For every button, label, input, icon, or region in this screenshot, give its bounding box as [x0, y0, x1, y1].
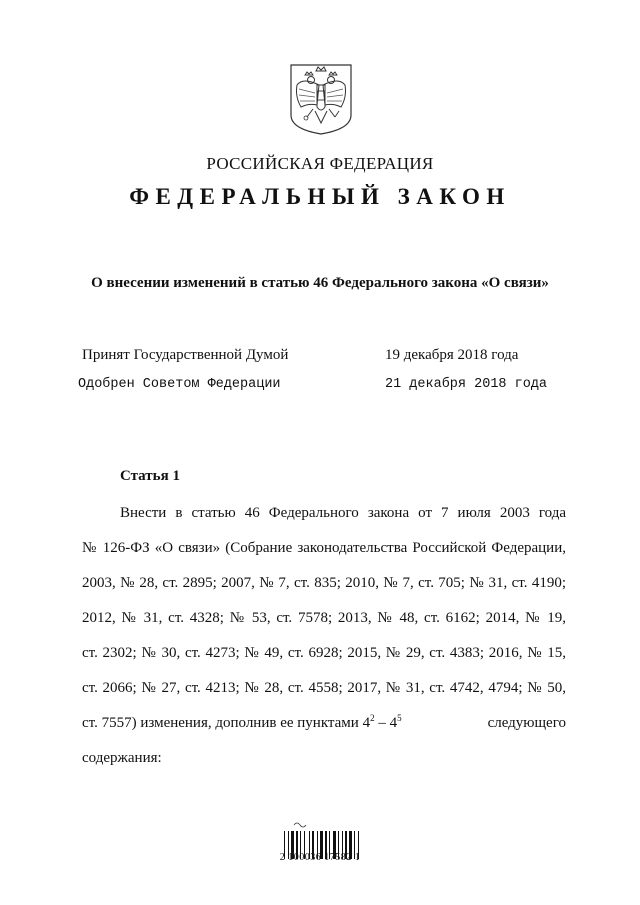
- barcode-number: 2 100036 17582 1: [279, 852, 361, 863]
- line7-part2: следующего: [487, 715, 566, 731]
- approved-by-council-label: Одобрен Советом Федерации: [78, 377, 281, 392]
- country-name: РОССИЙСКАЯ ФЕДЕРАЦИЯ: [206, 154, 434, 173]
- adopted-by-duma-date: 19 декабря 2018 года: [385, 347, 519, 363]
- paragraph-line: ст. 2066; № 27, ст. 4213; № 28, ст. 4558; 2017, № 31, ст. 4742, 4794; № 50,: [82, 680, 566, 696]
- adopted-by-duma-label: Принят Государственной Думой: [82, 347, 289, 363]
- coat-of-arms-emblem: [289, 63, 353, 136]
- approved-by-council-date: 21 декабря 2018 года: [385, 377, 548, 392]
- paragraph-line: 2012, № 31, ст. 4328; № 53, ст. 7578; 2013, № 48, ст. 6162; 2014, № 19,: [82, 610, 566, 626]
- article-heading: Статья 1: [120, 468, 180, 484]
- paragraph-line: ст. 2302; № 30, ст. 4273; № 49, ст. 6928; 2015, № 29, ст. 4383; 2016, № 15,: [82, 645, 566, 661]
- paragraph-line: содержания:: [82, 750, 162, 766]
- paragraph-line: № 126-ФЗ «О связи» (Собрание законодательства Российской Федерации,: [82, 540, 566, 556]
- document-type: ФЕДЕРАЛЬНЫЙ ЗАКОН: [129, 184, 511, 209]
- paragraph-line: Внести в статью 46 Федерального закона от 7 июля 2003 года: [120, 505, 566, 521]
- line7-part1: ст. 7557) изменения, дополнив ее пунктами $4^2 - 4^5$: [82, 713, 402, 731]
- paragraph-line: 2003, № 28, ст. 2895; 2007, № 7, ст. 835; 2010, № 7, ст. 705; № 31, ст. 4190;: [82, 575, 566, 591]
- law-title: О внесении изменений в статью 46 Федерального закона «О связи»: [91, 275, 549, 291]
- paragraph-line: [82, 715, 566, 732]
